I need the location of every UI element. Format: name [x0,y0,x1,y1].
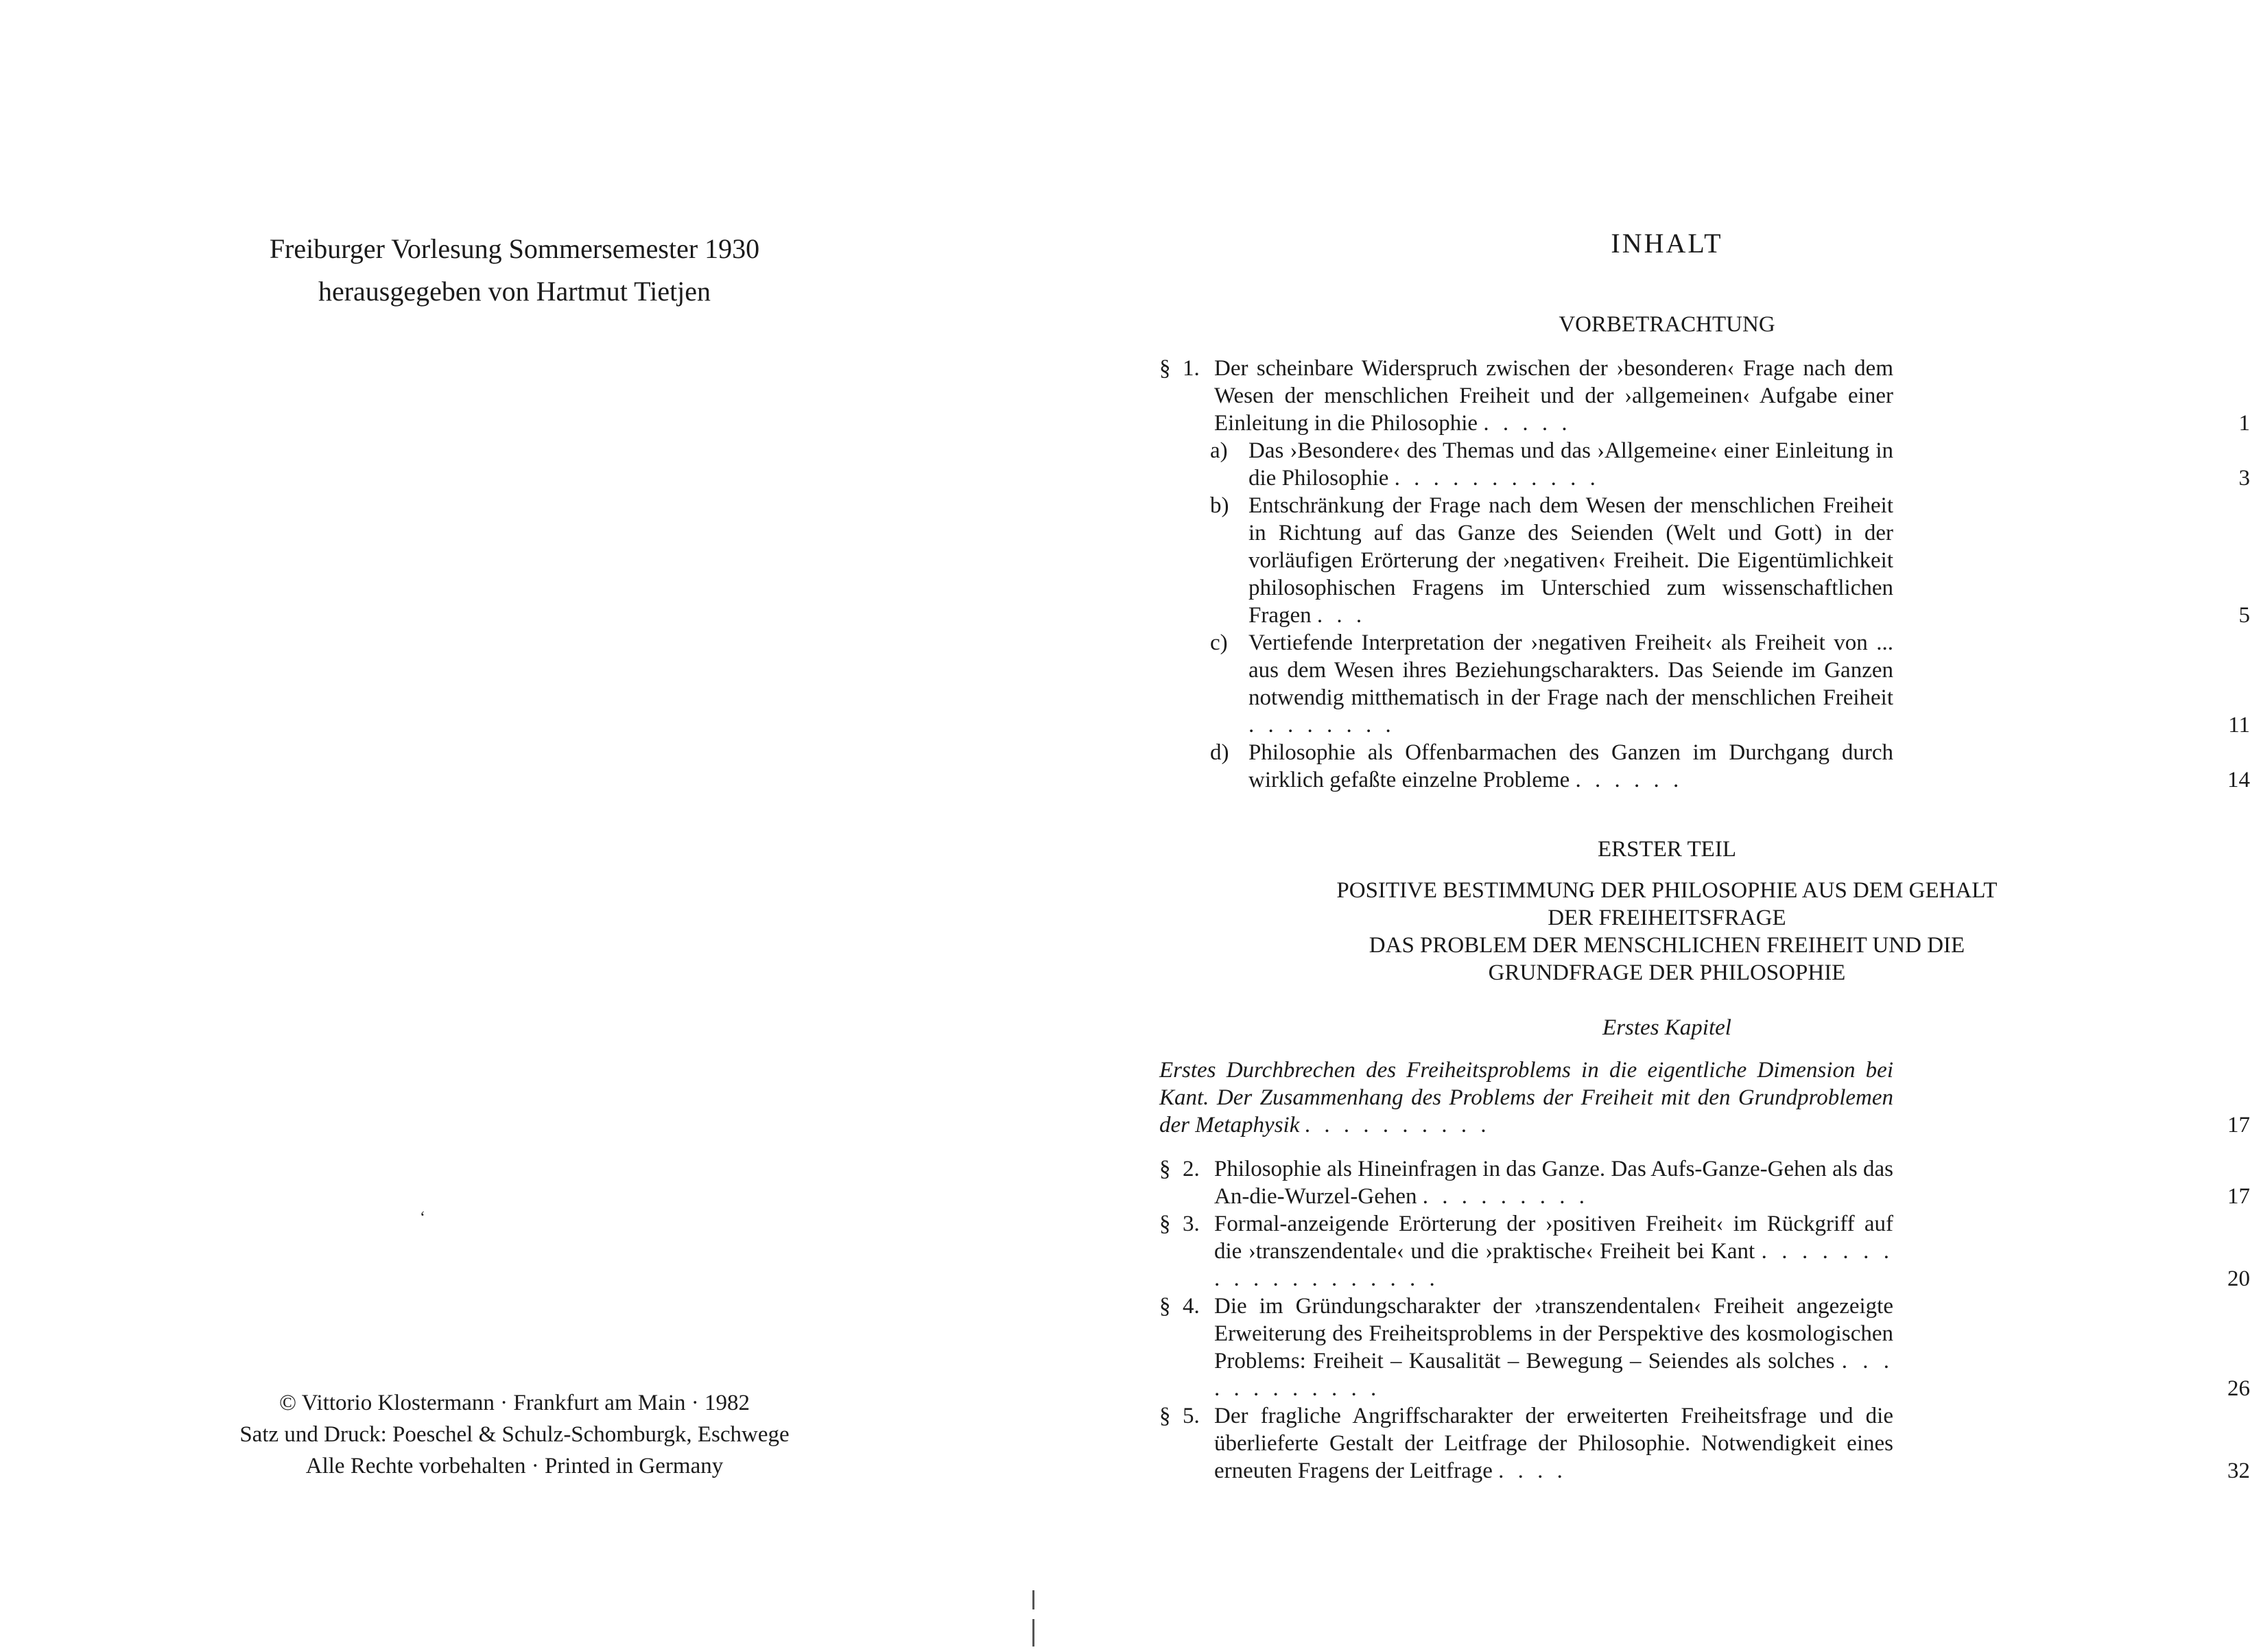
page-number: 32 [2227,1459,2250,1483]
toc-entry[interactable] [1159,355,2250,437]
entry-text: Vertiefende Interpretation der ›negativen Freiheit‹ als Freiheit von ... aus dem Wesen ihres Beziehungscharakters. Das Seiende im Ganzen notwendig mitthematisch in der Frage nach der menschlichen Freiheit [1248,630,1893,710]
paragraph-mark: § [1159,356,1171,381]
part-subtitle-line: GRUNDFRAGE DER PHILOSOPHIE [1488,960,1846,985]
leader-dots: . . . . . . . . . [1422,1184,1589,1209]
page-number: 17 [2227,1113,2250,1137]
section-heading-vorbetrachtung: VORBETRACHTUNG [1559,312,1775,337]
copyright-line: © Vittorio Klostermann · Frankfurt am Main · 1982 [279,1391,750,1415]
leader-dots: . . . . [1498,1459,1567,1483]
page-number: 26 [2227,1376,2250,1401]
entry-text: Entschränkung der Frage nach dem Wesen der menschlichen Freiheit in Richtung auf das Ganze des Seienden (Welt und Gott) in der vorläufigen Erörterung der ›negativen‹ Freiheit. Die Eigentümlichkeit philosophischen Fragens im Unterschied zum wissenschaftlichen Fragen [1248,493,1893,628]
toc-entry[interactable] [1159,1293,2250,1402]
page-number: 3 [2238,466,2250,491]
toc-entry[interactable] [1159,1155,2250,1210]
imprint [171,1387,857,1482]
page-number: 17 [2227,1184,2250,1209]
chapter-entry[interactable] [1159,1057,2250,1139]
entry-text: Das ›Besondere‹ des Themas und das ›Allgemeine‹ einer Einleitung in die Philosophie [1248,438,1893,491]
part-subtitle-line: DER FREIHEITSFRAGE [1548,906,1786,930]
entry-text: Formal-anzeigende Erörterung der ›positiven Freiheit‹ im Rückgriff auf die ›transzendentale‹ und die ›praktische‹ Freiheit bei Kant [1214,1212,1893,1264]
part-subtitle [1166,877,2168,987]
gutter-mark [1032,1590,1034,1609]
entry-letter: b) [1210,493,1229,518]
lecture-line: Freiburger Vorlesung Sommersemester 1930 [269,233,760,264]
toc-entry[interactable] [1159,1402,2250,1485]
printer-line: Satz und Druck: Poeschel & Schulz-Schomburgk, Eschwege [239,1422,790,1447]
entry-number: 3. [1183,1212,1200,1236]
part-subtitle-line: POSITIVE BESTIMMUNG DER PHILOSOPHIE AUS DEM GEHALT [1336,878,1998,903]
paragraph-mark: § [1159,1294,1171,1319]
chapter-label: Erstes Kapitel [1602,1015,1731,1040]
entry-text: Der fragliche Angriffscharakter der erweiterten Freiheitsfrage und die überlieferte Gestalt der Leitfrage der Philosophie. Notwendigkeit eines erneuten Fragens der Leitfrage [1214,1404,1893,1483]
entry-number: 1. [1183,356,1200,381]
left-page [0,0,1036,1652]
toc-entry[interactable] [1159,492,2250,629]
toc-title: INHALT [1611,228,1723,259]
editor-line: herausgegeben von Hartmut Tietjen [318,276,711,307]
title-page-header [206,228,823,313]
toc-entry[interactable] [1159,629,2250,739]
stray-mark: ‘ [420,1209,425,1227]
page-number: 20 [2227,1266,2250,1291]
leader-dots: . . . . . . [1575,768,1683,792]
paragraph-mark: § [1159,1404,1171,1428]
toc-entry[interactable] [1159,739,2250,794]
entry-text: Die im Gründungscharakter der ›transzendentalen‹ Freiheit angezeigte Erweiterung des Freiheitsproblems in der Perspektive des kosmologischen Problems: Freiheit – Kausalität – Bewegung – Seiendes als solches [1214,1294,1893,1373]
part-title: ERSTER TEIL [1598,837,1736,862]
entry-number: 2. [1183,1157,1200,1181]
toc-entry[interactable] [1159,1210,2250,1293]
toc-entry[interactable] [1159,437,2250,492]
entry-text: Philosophie als Offenbarmachen des Ganzen im Durchgang durch wirklich gefaßte einzelne Probleme [1248,740,1893,792]
entry-number: 5. [1183,1404,1200,1428]
chapter-entry-text: Erstes Durchbrechen des Freiheitsproblems in die eigentliche Dimension bei Kant. Der Zusammenhang des Problems der Freiheit mit den Grundproblemen der Metaphysik [1159,1058,1893,1137]
gutter-mark [1032,1619,1034,1647]
entry-letter: d) [1210,740,1229,765]
page-number: 1 [2238,411,2250,436]
entry-letter: c) [1210,630,1228,655]
right-page [1070,0,2250,1652]
leader-dots: . . . [1316,603,1366,628]
paragraph-mark: § [1159,1212,1171,1236]
paragraph-mark: § [1159,1157,1171,1181]
page-number: 5 [2238,603,2250,628]
rights-line: Alle Rechte vorbehalten · Printed in Germany [305,1454,724,1478]
leader-dots: . . . . . . . . . . [1305,1113,1491,1137]
entry-text: Philosophie als Hineinfragen in das Ganze. Das Aufs-Ganze-Gehen als das An-die-Wurzel-Gehen [1214,1157,1893,1209]
part-subtitle-line: DAS PROBLEM DER MENSCHLICHEN FREIHEIT UND DIE [1369,933,1965,958]
leader-dots: . . . . . . . . . . . [1394,466,1600,491]
page-number: 14 [2227,768,2250,792]
leader-dots: . . . . . . . . . . . . . . . . . . . [1214,1239,1894,1291]
leader-dots: . . . . . . . . . . . . [1214,1349,1894,1401]
page-number: 11 [2228,713,2250,738]
entry-number: 4. [1183,1294,1200,1319]
leader-dots: . . . . . . . . [1248,713,1395,738]
entry-letter: a) [1210,438,1228,463]
leader-dots: . . . . . [1483,411,1572,436]
entry-text: Der scheinbare Widerspruch zwischen der ›besonderen‹ Frage nach dem Wesen der menschlichen Freiheit und der ›allgemeinen‹ Aufgabe einer Einleitung in die Philosophie [1214,356,1893,436]
